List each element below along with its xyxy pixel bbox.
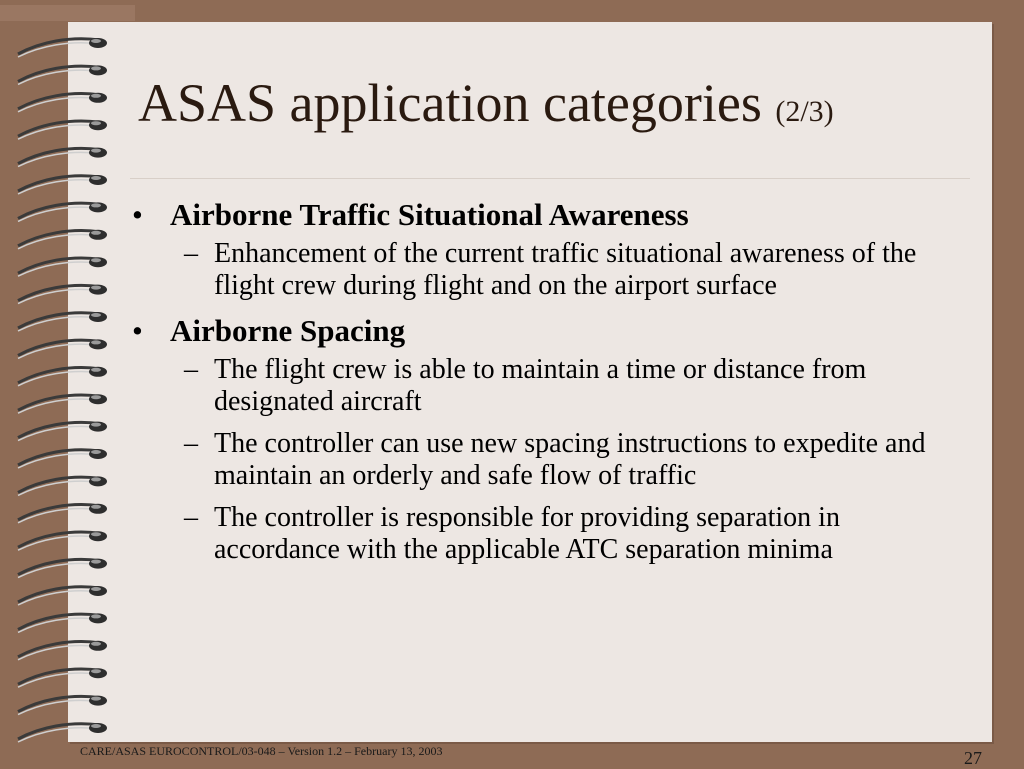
spiral-coil bbox=[18, 613, 107, 632]
spiral-coil bbox=[18, 38, 107, 57]
spiral-coil bbox=[18, 367, 107, 386]
bullet-text: Airborne Spacing bbox=[170, 313, 406, 348]
sub-item bbox=[132, 238, 962, 302]
spiral-coil bbox=[18, 175, 107, 194]
page-number: 27 bbox=[964, 748, 982, 768]
spiral-coil bbox=[18, 696, 107, 715]
sub-item-text: The controller can use new spacing instructions to expedite and maintain an orderly and safe flow of traffic bbox=[214, 428, 926, 491]
dash-marker: – bbox=[184, 502, 198, 533]
spiral-coil bbox=[18, 476, 107, 495]
background-tab bbox=[0, 5, 135, 21]
spiral-coil bbox=[18, 120, 107, 139]
title-suffix: (2/3) bbox=[775, 95, 834, 128]
footer-text: CARE/ASAS EUROCONTROL/03-048 – Version 1.2 – February 13, 2003 bbox=[80, 744, 443, 758]
dash-marker: – bbox=[184, 238, 198, 269]
title-main: ASAS application categories bbox=[138, 73, 762, 133]
spiral-coil bbox=[18, 230, 107, 249]
sub-item bbox=[132, 428, 962, 492]
bullet-item bbox=[132, 196, 962, 234]
spiral-coil bbox=[18, 586, 107, 605]
sub-item-text: The flight crew is able to maintain a time or distance from designated aircraft bbox=[214, 354, 867, 417]
spiral-coil bbox=[18, 339, 107, 358]
spiral-coil bbox=[18, 504, 107, 523]
slide-content bbox=[132, 196, 962, 576]
spiral-coil bbox=[18, 312, 107, 331]
spiral-coil bbox=[18, 285, 107, 304]
bullet-marker: • bbox=[132, 313, 143, 348]
spiral-binding-icon bbox=[0, 30, 120, 750]
dash-marker: – bbox=[184, 354, 198, 385]
sub-item-text: The controller is responsible for providing separation in accordance with the applicable ATC separation minima bbox=[214, 502, 840, 565]
bullet-text: Airborne Traffic Situational Awareness bbox=[170, 197, 689, 232]
spiral-coil bbox=[18, 422, 107, 441]
spiral-coil bbox=[18, 723, 107, 742]
spiral-coil bbox=[18, 641, 107, 660]
spiral-coil bbox=[18, 668, 107, 687]
sub-item bbox=[132, 502, 962, 566]
title-divider bbox=[130, 178, 970, 179]
bullet-marker: • bbox=[132, 197, 143, 232]
bullet-item bbox=[132, 312, 962, 350]
spiral-coil bbox=[18, 531, 107, 550]
spiral-coil bbox=[18, 559, 107, 578]
spiral-coil bbox=[18, 93, 107, 112]
spiral-coil bbox=[18, 148, 107, 167]
spiral-coil bbox=[18, 394, 107, 413]
sub-item-text: Enhancement of the current traffic situational awareness of the flight crew during flight and on the airport surface bbox=[214, 238, 917, 301]
page-title bbox=[138, 72, 834, 134]
dash-marker: – bbox=[184, 428, 198, 459]
sub-item bbox=[132, 354, 962, 418]
spiral-coil bbox=[18, 202, 107, 221]
spiral-coil bbox=[18, 65, 107, 84]
spiral-coil bbox=[18, 257, 107, 276]
spiral-coil bbox=[18, 449, 107, 468]
